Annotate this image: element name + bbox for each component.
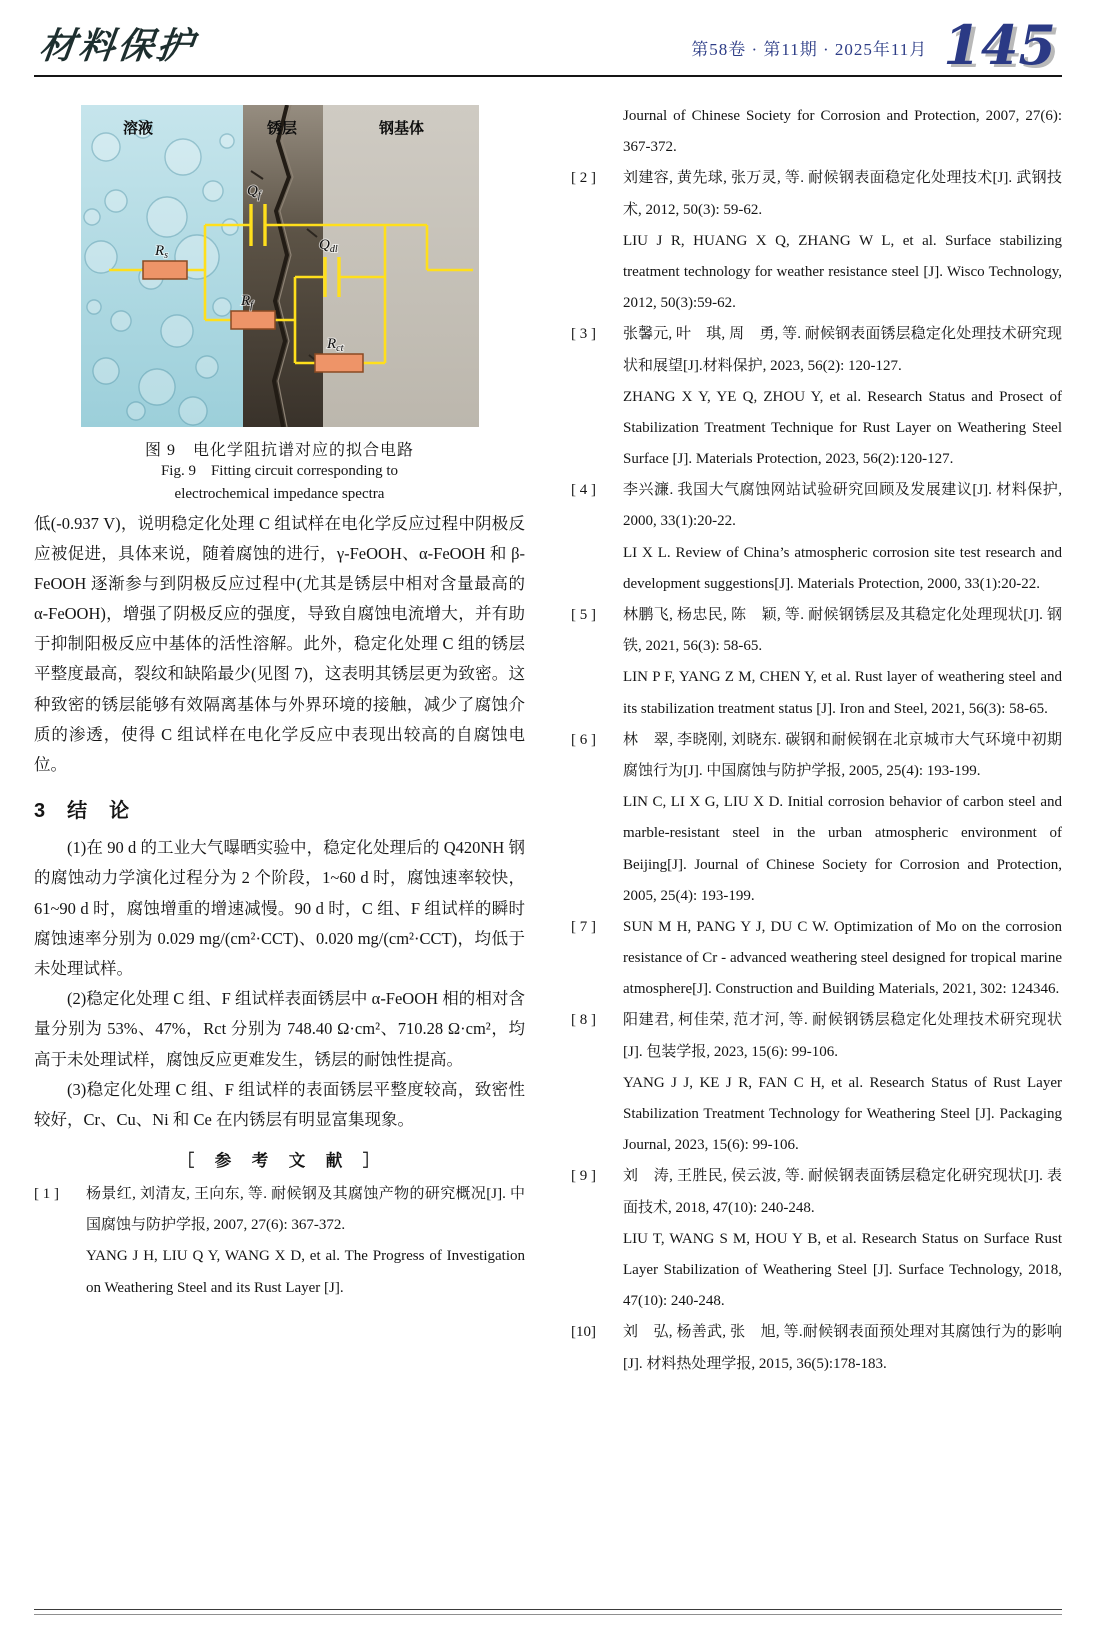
reference-2-text bbox=[623, 163, 1062, 319]
rct-resistor bbox=[315, 354, 363, 372]
reference-4-en: LI X L. Review of China’s atmospheric corrosion site test research and development suggestions[J]. Materials Protection, 2000, 33(1):20-22. bbox=[623, 544, 1062, 592]
equivalent-circuit-image bbox=[81, 105, 479, 427]
rct-label: $R_{ct}$ bbox=[326, 336, 343, 354]
reference-2-number: [ 2 ] bbox=[571, 170, 596, 187]
reference-4-zh: 李兴濂. 我国大气腐蚀网站试验研究回顾及发展建议[J]. 材料保护, 2000, 33(1):20-22. bbox=[623, 482, 1062, 530]
reference-9-text bbox=[623, 1161, 1062, 1317]
page-header bbox=[34, 13, 1062, 78]
reference-6-en: LIN C, LI X G, LIU X D. Initial corrosion behavior of carbon steel and marble-resistant steel in the urban atmospheric environment of Beijing[J]. Journal of Chinese Society for Corrosion and Protection, 2005, 25(4): 193-199. bbox=[623, 794, 1062, 904]
content-columns bbox=[34, 101, 1062, 1380]
reference-9-zh: 刘 涛, 王胜民, 侯云波, 等. 耐候钢表面锈层稳定化研究现状[J]. 表面技术, 2018, 47(10): 240-248. bbox=[623, 1168, 1062, 1216]
footer-rule-bottom bbox=[34, 1614, 1062, 1615]
header-right bbox=[691, 13, 1056, 78]
reference-10-text bbox=[623, 1317, 1062, 1379]
reference-7 bbox=[571, 912, 1062, 1006]
reference-1-text bbox=[86, 1179, 525, 1304]
reference-7-text bbox=[623, 912, 1062, 1006]
reference-8-zh: 阳建君, 柯佳荣, 范才河, 等. 耐候钢锈层稳定化处理技术研究现状[J]. 包装学报, 2023, 15(6): 99-106. bbox=[623, 1012, 1062, 1060]
body-paragraph: 低(-0.937 V)，说明稳定化处理 C 组试样在电化学反应过程中阴极反应被促进，具体来说，随着腐蚀的进行，γ-FeOOH、α-FeOOH 和 β-FeOOH 逐渐参与到阴极反应过程中(尤其是锈层中相对含量最高的 α-FeOOH)，增强了阴极反应的强度，导致自腐蚀电流增大，并有助于抑制阳极反应中基体的活性溶解。此外，稳定化处理 C 组的锈层平整度最高，裂纹和缺陷最少(见图 7)，这表明其锈层更为致密。这种致密的锈层能够有效隔离基体与外界环境的接触，减少了腐蚀介质的渗透，使得 C 组试样在电化学反应中表现出较高的自腐蚀电位。 bbox=[34, 513, 525, 774]
header-rule bbox=[34, 75, 1062, 77]
reference-3-zh: 张馨元, 叶 琪, 周 勇, 等. 耐候钢表面锈层稳定化处理技术研究现状和展望[J].材料保护, 2023, 56(2): 120-127. bbox=[623, 326, 1062, 374]
reference-8-text bbox=[623, 1005, 1062, 1161]
conclusion-3: (3)稳定化处理 C 组、F 组试样的表面锈层平整度较高，致密性较好，Cr、Cu、Ni 和 Ce 在内锈层有明显富集现象。 bbox=[34, 1079, 525, 1129]
reference-3-text bbox=[623, 319, 1062, 475]
reference-4 bbox=[571, 475, 1062, 600]
reference-5-number: [ 5 ] bbox=[571, 607, 596, 623]
reference-1 bbox=[34, 1179, 525, 1304]
rs-label: $R_s$ bbox=[154, 243, 168, 261]
reference-3-number: [ 3 ] bbox=[571, 326, 596, 343]
reference-7-en: SUN M H, PANG Y J, DU C W. Optimization of Mo on the corrosion resistance of Cr - advanced weathering steel designed for tropical marine atmosphere[J]. Construction and Building Materials, 2021, 302: 124346. bbox=[623, 918, 1062, 998]
issue-info: 第58卷 · 第11期 · 2025年11月 bbox=[691, 40, 928, 59]
reference-1-number: [ 1 ] bbox=[34, 1186, 59, 1203]
reference-3 bbox=[571, 319, 1062, 475]
solution-label: 溶液 bbox=[122, 120, 153, 137]
reference-1-zh: 杨景红, 刘清友, 王向东, 等. 耐候钢及其腐蚀产物的研究概况[J]. 中国腐蚀与防护学报, 2007, 27(6): 367-372. bbox=[86, 1186, 525, 1234]
journal-logo: 材料保护 bbox=[37, 25, 199, 67]
reference-1-en-continuation: Journal of Chinese Society for Corrosion and Protection, 2007, 27(6): 367-372. bbox=[623, 108, 1062, 156]
footer-rule-top bbox=[34, 1609, 1062, 1610]
reference-5 bbox=[571, 600, 1062, 725]
reference-5-en: LIN P F, YANG Z M, CHEN Y, et al. Rust layer of weathering steel and its stabilization treatment status [J]. Iron and Steel, 2021, 56(3): 58-65. bbox=[623, 669, 1062, 717]
reference-2-en: LIU J R, HUANG X Q, ZHANG W L, et al. Surface stabilizing treatment technology for weather resistance steel [J]. Wisco Technology, 2012, 50(3):59-62. bbox=[623, 232, 1062, 312]
reference-6-zh: 林 翠, 李晓刚, 刘晓东. 碳钢和耐候钢在北京城市大气环境中初期腐蚀行为[J]. 中国腐蚀与防护学报, 2005, 25(4): 193-199. bbox=[623, 731, 1062, 779]
reference-6-number: [ 6 ] bbox=[571, 731, 596, 748]
conclusion-1: (1)在 90 d 的工业大气曝晒实验中，稳定化处理后的 Q420NH 钢的腐蚀动力学演化过程分为 2 个阶段，1~60 d 时，腐蚀速率较快，61~90 d 时，腐蚀增重的增速减慢。90 d 时，C 组、F 组试样的瞬时腐蚀速率分别为 0.029 mg/(cm²·CCT)、0.020 mg/(cm²·CCT)，均低于未处理试样。 bbox=[34, 838, 525, 978]
reference-5-zh: 林鹏飞, 杨忠民, 陈 颖, 等. 耐候钢锈层及其稳定化处理现状[J]. 钢铁, 2021, 56(3): 58-65. bbox=[623, 607, 1062, 655]
conclusion-2: (2)稳定化处理 C 组、F 组试样表面锈层中 α-FeOOH 相的相对含量分别为 53%、47%，Rct 分别为 748.40 Ω·cm²、710.28 Ω·cm²，均高于未处理试样，腐蚀反应更难发生，锈层的耐蚀性提高。 bbox=[34, 989, 525, 1069]
qf-label: $Q_f$ bbox=[246, 183, 261, 201]
rust-layer-label: 锈层 bbox=[266, 120, 297, 137]
qdl-label: $Q_{dl}$ bbox=[318, 237, 338, 255]
reference-8-en: YANG J J, KE J R, FAN C H, et al. Research Status of Rust Layer Stabilization Treatment Technology for Weathering Steel [J]. Packaging Journal, 2023, 15(6): 99-106. bbox=[623, 1074, 1062, 1154]
figure-9 bbox=[81, 105, 479, 507]
right-column bbox=[571, 101, 1062, 1380]
page-number: 145 bbox=[943, 13, 1056, 78]
reference-6 bbox=[571, 725, 1062, 912]
rf-label: $R_f$ bbox=[240, 293, 253, 311]
reference-10-zh: 刘 弘, 杨善武, 张 旭, 等.耐候钢表面预处理对其腐蚀行为的影响[J]. 材料热处理学报, 2015, 36(5):178-183. bbox=[623, 1324, 1062, 1372]
reference-8 bbox=[571, 1005, 1062, 1161]
reference-3-en: ZHANG X Y, YE Q, ZHOU Y, et al. Research Status and Prosect of Stabilization Treatment Technique for Rust Layer on Weathering Steel Surface [J]. Materials Protection, 2023, 56(2):120-127. bbox=[623, 388, 1062, 468]
steel-substrate-label: 钢基体 bbox=[378, 120, 424, 137]
reference-9 bbox=[571, 1161, 1062, 1317]
reference-2-zh: 刘建容, 黄先球, 张万灵, 等. 耐候钢表面稳定化处理技术[J]. 武钢技术, 2012, 50(3): 59-62. bbox=[623, 170, 1062, 218]
reference-9-en: LIU T, WANG S M, HOU Y B, et al. Research Status on Surface Rust Layer Stabilization of Weathering Steel [J]. Surface Technology, 2018, 47(10): 240-248. bbox=[623, 1230, 1062, 1310]
reference-5-text bbox=[623, 600, 1062, 725]
footer-rules bbox=[34, 1609, 1062, 1615]
reference-7-number: [ 7 ] bbox=[571, 918, 596, 935]
figure-caption-zh: 图 9 电化学阻抗谱对应的拟合电路 bbox=[144, 442, 414, 459]
reference-10 bbox=[571, 1317, 1062, 1379]
rf-resistor bbox=[231, 311, 275, 329]
steel-substrate-region bbox=[323, 105, 479, 427]
figure-caption bbox=[81, 437, 479, 507]
reference-4-number: [ 4 ] bbox=[571, 482, 596, 499]
figure-caption-en-1: Fig. 9 Fitting circuit corresponding to bbox=[160, 463, 399, 479]
reference-4-text bbox=[623, 475, 1062, 600]
reference-9-number: [ 9 ] bbox=[571, 1168, 596, 1185]
figure-caption-en-2: electrochemical impedance spectra bbox=[174, 486, 385, 503]
rs-resistor bbox=[143, 261, 187, 279]
reference-1-en: YANG J H, LIU Q Y, WANG X D, et al. The Progress of Investigation on Weathering Steel and its Rust Layer [J]. bbox=[86, 1248, 525, 1296]
references-heading: ［ 参 考 文 献 ］ bbox=[177, 1152, 382, 1171]
conclusions-heading: 3 结 论 bbox=[34, 800, 131, 823]
reference-10-number: [10] bbox=[571, 1324, 596, 1341]
reference-8-number: [ 8 ] bbox=[571, 1012, 596, 1029]
reference-6-text bbox=[623, 725, 1062, 912]
left-column bbox=[34, 101, 525, 1380]
reference-2 bbox=[571, 163, 1062, 319]
